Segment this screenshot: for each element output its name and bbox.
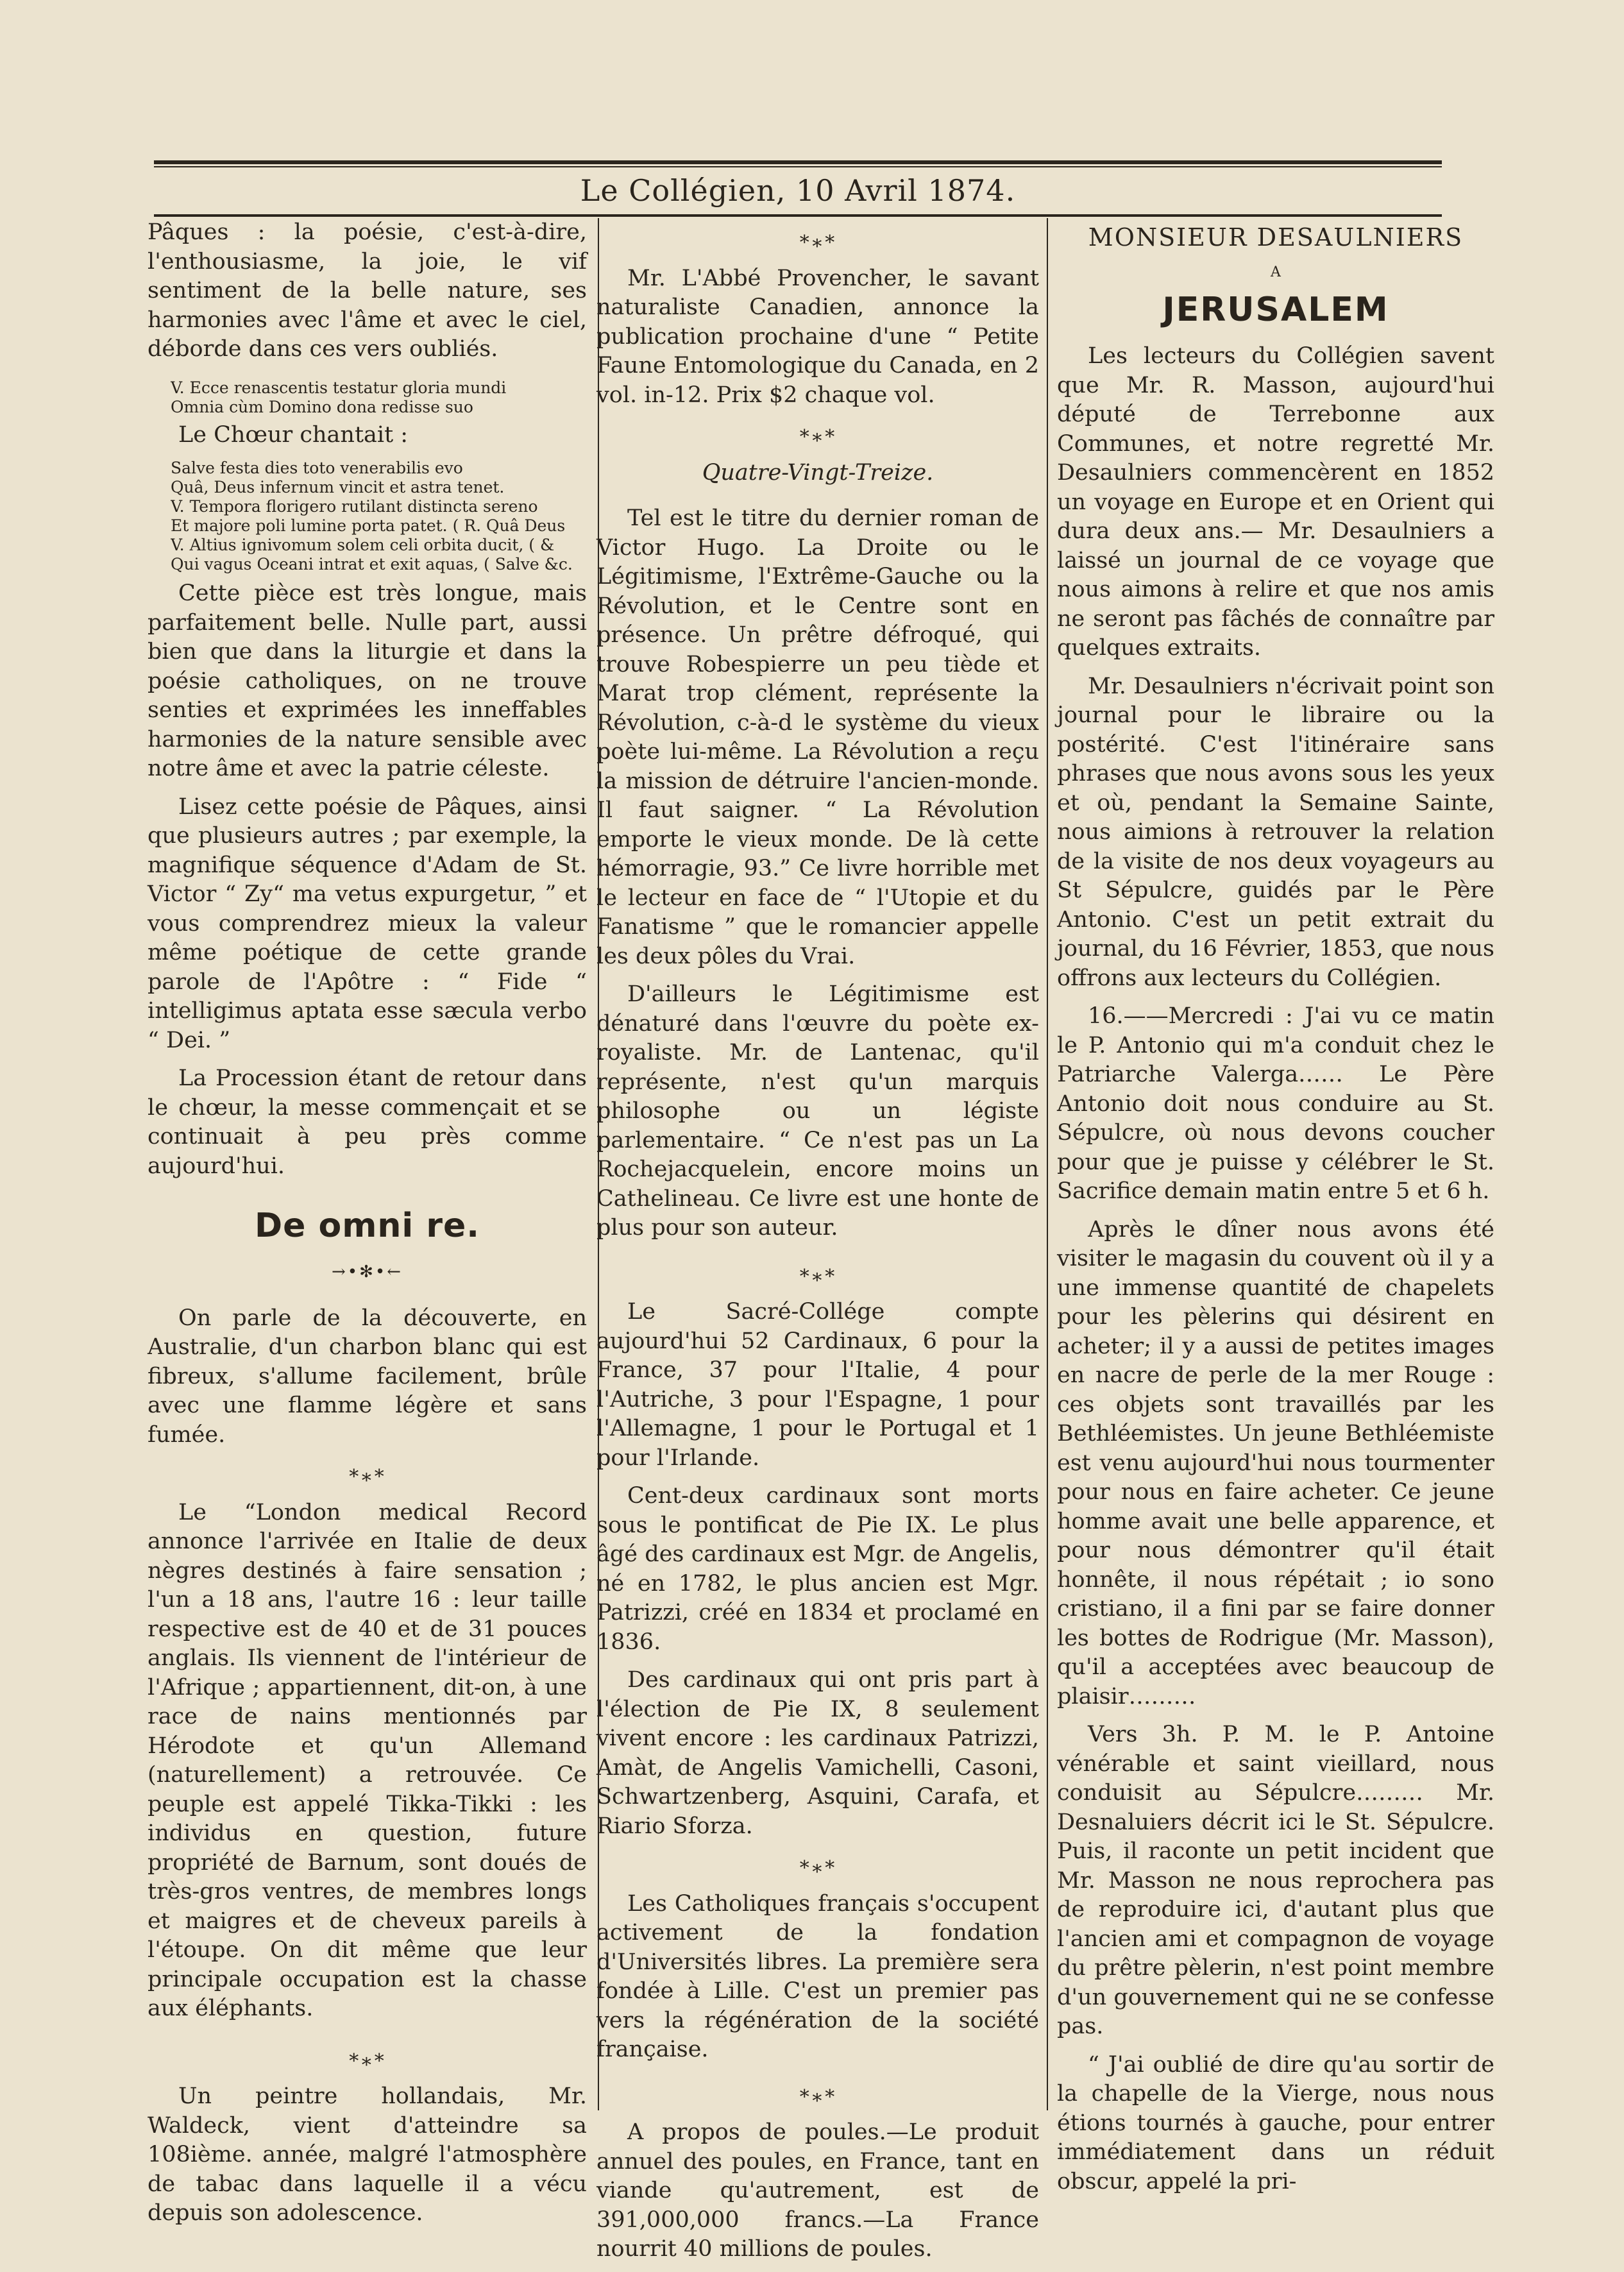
asterism: *∗*	[799, 426, 836, 448]
verse-line: V. Tempora florigero rutilant distincta sereno	[171, 497, 538, 516]
paragraph: Cette pièce est très longue, mais parfaitement belle. Nulle part, aussi bien que dans la liturgie et dans la poésie catholiques, on ne trouve senties et exprimées les inneffables harmonies de la nature sensible avec notre âme et avec la patrie céleste.	[148, 581, 587, 781]
top-rule-thick	[154, 160, 1442, 164]
article-title: MONSIEUR DESAULNIERS	[1088, 223, 1464, 251]
column-3	[1057, 218, 1494, 2196]
paragraph: “ J'ai oublié de dire qu'au sortir de la chapelle de la Vierge, nous nous étions tournés à gauche, pour entrer immédiatement dans un réduit obscur, appelé la pri-	[1057, 2051, 1494, 2194]
paragraph: Tel est le titre du dernier roman de Victor Hugo. La Droite ou le Légitimisme, l'Extrême-Gauche ou la Révolution, et le Centre sont en présence. Un prêtre défroqué, qui trouve Robespierre un peu tiède et Marat trop clément, représente la Révolution, c-à-d le système du vieux poète lui-même. La Révolution a reçu la mission de détruire l'ancien-monde. Il faut saigner. “ La Révolution emporte le vieux monde. De là cette hémorragie, 93.” Ce livre horrible met le lecteur en face de “ l'Utopie et du Fanatisme ” que le romancier appelle les deux pôles du Vrai.	[596, 505, 1039, 969]
subheading: Quatre-Vingt-Treize.	[702, 459, 934, 486]
asterism: *∗*	[799, 1857, 836, 1879]
paragraph: Vers 3h. P. M. le P. Antoine vénérable et saint vieillard, nous conduisit au Sépulcre……… Mr. Desnaluiers décrit ici le St. Sépulcre. Puis, il raconte un petit incident que Mr. Masson ne nous reprochera pas de reproduire ici, d'autant plus que l'ancien ami et compagnon de voyage du prêtre pèlerin, n'est point membre d'un gouvernement qui ne se confesse pas.	[1057, 1722, 1494, 2039]
paragraph: Les lecteurs du Collégien savent que Mr. R. Masson, aujourd'hui député de Terrebonne aux Communes, et notre regretté Mr. Desaulniers commencèrent en 1852 un voyage en Europe et en Orient qui dura deux ans.— Mr. Desaulniers a laissé un journal de ce voyage que nous aimons à relire et que nos amis ne seront pas fâchés de connaître par quelques extraits.	[1057, 343, 1494, 661]
section-heading: De omni re.	[254, 1207, 480, 1245]
paragraph: Mr. L'Abbé Provencher, le savant naturaliste Canadien, annonce la publication prochaine d'une “ Petite Faune Entomologique du Canada, en 2 vol. in-12. Prix $2 chaque vol.	[596, 265, 1039, 408]
asterism: *∗*	[799, 1265, 836, 1288]
verse-line: Quâ, Deus infernum vincit et astra tenet.	[171, 478, 505, 496]
masthead-rule	[154, 214, 1442, 217]
paragraph: A propos de poules.—Le produit annuel des poules, en France, tant en viande qu'autrement, est de 391,000,000 francs.—La France nourrit 40 millions de poules.	[596, 2119, 1039, 2262]
paragraph: D'ailleurs le Légitimisme est dénaturé dans l'œuvre du poète ex-royaliste. Mr. de Lantenac, qu'il représente, n'est qu'un marquis philosophe ou un légiste parlementaire. “ Ce n'est pas un La Rochejacquelein, encore moins un Cathelineau. Ce livre est une honte de plus pour son auteur.	[596, 981, 1039, 1241]
paragraph: La Procession étant de retour dans le chœur, la messe commençait et se continuait à peu près comme aujourd'hui.	[148, 1065, 587, 1179]
paragraph: Des cardinaux qui ont pris part à l'élection de Pie IX, 8 seulement vivent encore : les cardinaux Patrizzi, Amàt, de Angelis Vamichelli, Casoni, Schwartzenberg, Asquini, Carafa, et Riario Sforza.	[596, 1667, 1039, 1839]
choeur-line: Le Chœur chantait :	[178, 421, 409, 448]
column-2	[596, 218, 1039, 2264]
verse-line: V. Ecce renascentis testatur gloria mundi	[171, 378, 507, 397]
paragraph: Un peintre hollandais, Mr. Waldeck, vient d'atteindre sa 108ième. année, malgré l'atmosphère de tabac dans laquelle il a vécu depuis son adolescence.	[148, 2083, 587, 2226]
article-title-connector: A	[1271, 264, 1281, 280]
paragraph: Le Sacré-Collége compte aujourd'hui 52 Cardinaux, 6 pour la France, 37 pour l'Italie, 4 pour l'Autriche, 3 pour l'Espagne, 1 pour l'Allemagne, 1 pour le Portugal et 1 pour l'Irlande.	[596, 1299, 1039, 1471]
paragraph: Les Catholiques français s'occupent activement de la fondation d'Universités libres. La première sera fondée à Lille. C'est un premier pas vers la régénération de la société française.	[596, 1890, 1039, 2062]
verse-line: Salve festa dies toto venerabilis evo	[171, 459, 463, 477]
latin-verse	[171, 378, 587, 417]
verse-line: V. Altius ignivomum solem celi orbita ducit, ( &	[171, 536, 555, 554]
verse-line: Et majore poli lumine porta patet. ( R. Quâ Deus	[171, 516, 566, 535]
paragraph: Le “London medical Record annonce l'arrivée en Italie de deux nègres destinés à faire sensation ; l'un a 18 ans, l'autre 16 : leur taille respective est de 40 et de 31 pouces anglais. Ils viennent de l'intérieur de l'Afrique ; appartiennent, dit-on, à une race de nains mentionnés par Hérodote et qu'un Allemand (naturellement) a retrouvée. Ce peuple est appelé Tikka-Tikki : les individus en question, future propriété de Barnum, sont doués de très-gros ventres, de membres longs et maigres et de cheveux pareils à l'étoupe. On dit même que leur principale occupation est la chasse aux éléphants.	[148, 1499, 587, 2021]
fleuron-ornament: →•✻•←	[331, 1262, 403, 1282]
verse-line: Omnia cùm Domino dona redisse suo	[171, 397, 473, 416]
asterism: *∗*	[799, 2085, 836, 2108]
column-1	[148, 218, 587, 2228]
paragraph: Mr. Desaulniers n'écrivait point son journal pour le libraire ou la postérité. C'est l'itinéraire sans phrases que nous avons sous les yeux et où, pendant la Semaine Sainte, nous aimions à retrouver la relation de la visite de nos deux voyageurs au St Sépulcre, guidés par le Père Antonio. C'est un petit extrait du journal, du 16 Février, 1853, que nous offrons aux lecteurs du Collégien.	[1057, 673, 1494, 991]
asterism: *∗*	[349, 2049, 385, 2073]
paragraph: Après le dîner nous avons été visiter le magasin du couvent où il y a une immense quantité de chapelets pour les pèlerins qui désirent en acheter; il y a aussi de petites images en nacre de perle de la mer Rouge : ces objets sont travaillés par les Bethléemistes. Un jeune Bethléemiste est venu aujourd'hui nous tourmenter pour nous en faire acheter. Ce jeune homme avait une belle apparence, et pour nous démontrer qu'il était honnête, il nous répétait ; io sono cristiano, il a fini par se faire donner les bottes de Rodrigue (Mr. Masson), qu'il a acceptées avec beaucoup de plaisir………	[1057, 1216, 1494, 1709]
latin-verse	[171, 459, 587, 574]
column-rule-2	[1047, 218, 1048, 2110]
paragraph: Cent-deux cardinaux sont morts sous le pontificat de Pie IX. Le plus âgé des cardinaux est Mgr. de Angelis, né en 1782, le plus ancien est Mgr. Patrizzi, créé en 1834 et proclamé en 1836.	[596, 1483, 1039, 1655]
verse-line: Qui vagus Oceani intrat et exit aquas, ( Salve &c.	[171, 555, 573, 573]
paragraph: On parle de la découverte, en Australie, d'un charbon blanc qui est fibreux, s'allume facilement, brûle avec une flamme légère et sans fumée.	[148, 1305, 587, 1448]
paragraph: Pâques : la poésie, c'est-à-dire, l'enthousiasme, la joie, le vif sentiment de la belle nature, ses harmonies avec l'âme et avec le ciel, déborde dans ces vers oubliés.	[148, 219, 587, 362]
paragraph: 16.——Mercredi : J'ai vu ce matin le P. Antonio qui m'a conduit chez le Patriarche Valerga…… Le Père Antonio doit nous conduire au St. Sépulcre, où nous devons coucher pour que je puisse y célébrer le St. Sacrifice demain matin entre 5 et 6 h.	[1057, 1003, 1494, 1204]
article-place-heading: JERUSALEM	[1162, 291, 1389, 329]
asterism: *∗*	[799, 232, 836, 254]
top-rule-thin	[154, 166, 1442, 167]
asterism: *∗*	[349, 1466, 385, 1488]
masthead: Le Collégien, 10 Avril 1874.	[580, 173, 1016, 208]
paragraph: Lisez cette poésie de Pâques, ainsi que plusieurs autres ; par exemple, la magnifique séquence d'Adam de St. Victor “ Zy“ ma vetus expurgetur, ” et vous comprendrez mieux la valeur même poétique de cette grande parole de l'Apôtre : “ Fide “ intelligimus aptata esse sæcula verbo “ Dei. ”	[148, 793, 587, 1053]
